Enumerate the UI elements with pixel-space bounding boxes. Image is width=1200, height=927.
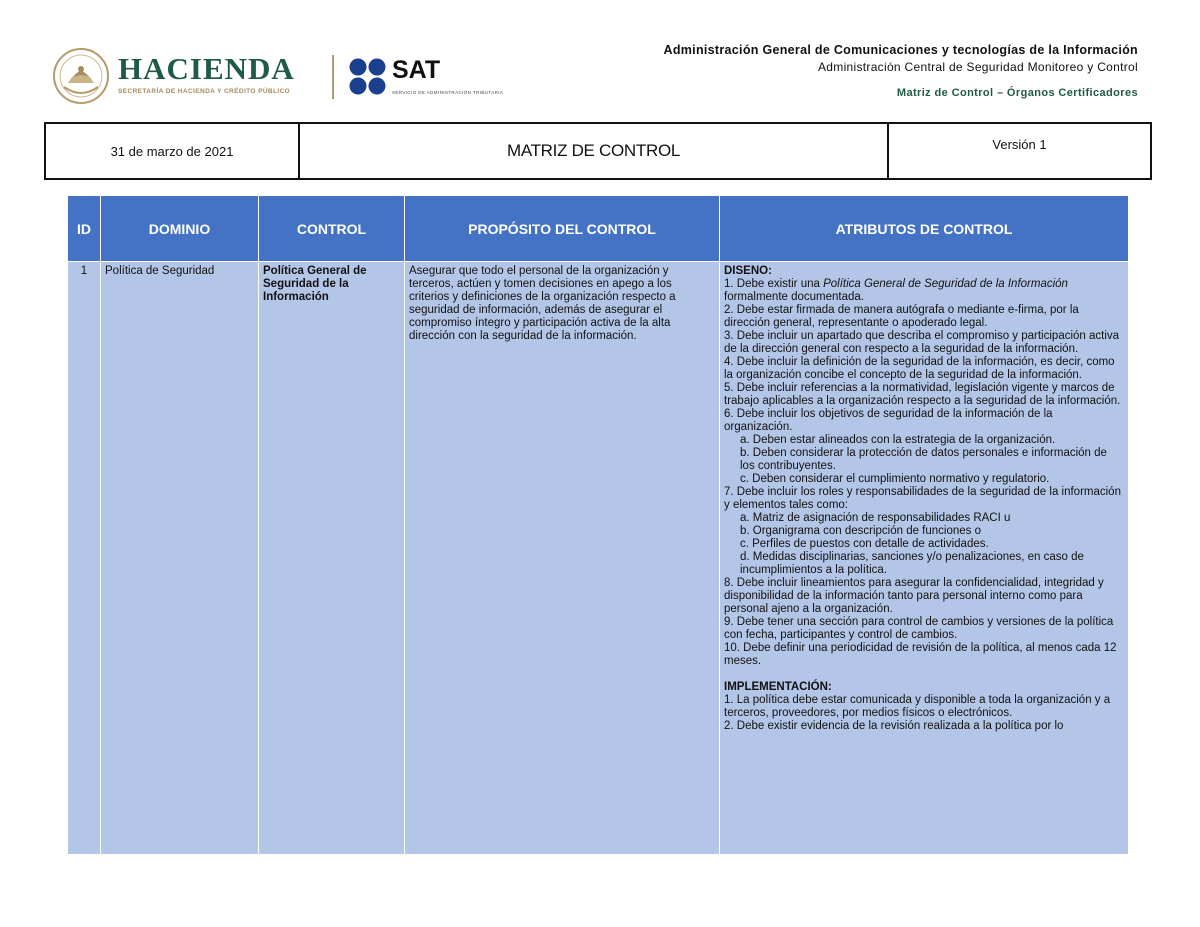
design-item: b. Deben considerar la protección de datos personales e información de los contribuyentes. [740,447,1107,472]
cell-domain: Política de Seguridad [101,262,259,855]
implementation-list [724,694,1124,733]
document-version: Versión 1 [992,137,1047,152]
cell-control: Política General de Seguridad de la Información [259,262,405,855]
design-item: 3. Debe incluir un apartado que describa el compromiso y participación activa de la dirección general con respecto a la seguridad de la información. [724,330,1120,355]
column-header-purpose: PROPÓSITO DEL CONTROL [405,196,720,262]
design-item-emphasis: Política General de Seguridad de la Información [823,278,1068,290]
design-item: 2. Debe estar firmada de manera autógrafa o mediante e-firma, por la dirección general, representante o apoderado legal. [724,304,1079,329]
table-header-row [68,196,1129,262]
design-item: 10. Debe definir una periodicidad de revisión de la política, al menos cada 12 meses. [724,642,1117,667]
design-item: a. Matriz de asignación de responsabilidades RACI u [740,512,1011,524]
design-item: 9. Debe tener una sección para control de cambios y versiones de la política con fecha, participantes y control de cambios. [724,616,1114,641]
sat-logo-icon [348,57,388,97]
implementation-item: 2. Debe existir evidencia de la revisión realizada a la política por lo [724,720,1064,732]
document-date: 31 de marzo de 2021 [46,124,300,178]
design-item: 1. Debe existir una Política General de Seguridad de la Información formalmente documentada. [724,278,1068,303]
column-header-attributes: ATRIBUTOS DE CONTROL [720,196,1129,262]
design-list [724,278,1124,668]
design-item: 4. Debe incluir la definición de la seguridad de la información, es decir, como la organización concibe el concepto de la seguridad de la información. [724,356,1115,381]
design-item: c. Perfiles de puestos con detalle de actividades. [740,538,989,550]
hacienda-logo-text: HACIENDA [118,51,295,86]
logo-divider [332,55,334,99]
design-item: 6. Debe incluir los objetivos de seguridad de la información de la organización. [724,408,1053,433]
header-agency: Administración General de Comunicaciones y tecnologías de la Información [663,43,1138,57]
document-title: MATRIZ DE CONTROL [300,124,889,178]
sat-logo-text: SAT [392,56,441,84]
design-item: a. Deben estar alineados con la estrategia de la organización. [740,434,1056,446]
control-matrix-table [67,195,1129,855]
column-header-id: ID [68,196,101,262]
header-department: Administración Central de Seguridad Monitoreo y Control [818,60,1138,74]
design-item: b. Organigrama con descripción de funciones o [740,525,982,537]
column-header-control: CONTROL [259,196,405,262]
document-header [664,43,1139,99]
implementation-item: 1. La política debe estar comunicada y disponible a toda la organización y a terceros, proveedores, por medios físicos o electrónicos. [724,694,1111,719]
hacienda-logo-subtitle: SECRETARÍA DE HACIENDA Y CRÉDITO PÚBLICO [118,88,291,95]
sat-logo-subtitle: SERVICIO DE ADMINISTRACIÓN TRIBUTARIA [392,90,504,95]
design-item: c. Deben considerar el cumplimiento normativo y regulatorio. [740,473,1050,485]
cell-id: 1 [68,262,101,855]
design-heading: DISEÑO: [724,265,772,277]
table-row [68,262,1129,855]
design-item: d. Medidas disciplinarias, sanciones y/o penalizaciones, en caso de incumplimientos a la política. [740,551,1084,576]
cell-purpose: Asegurar que todo el personal de la organización y terceros, actúen y tomen decisiones en apego a los criterios y definiciones de la organización respecto a seguridad de información, además de asegurar el compromiso íntegro y participación activa de la alta dirección con la seguridad de la información. [405,262,720,855]
section-gap [724,668,1124,681]
design-item: 7. Debe incluir los roles y responsabilidades de la seguridad de la información y elementos tales como: [724,486,1121,511]
implementation-heading: IMPLEMENTACIÓN: [724,681,832,693]
mexico-seal-icon [50,47,112,105]
cell-attributes [720,262,1129,855]
column-header-domain: DOMINIO [101,196,259,262]
logo-area [50,45,530,107]
design-item: 8. Debe incluir lineamientos para asegurar la confidencialidad, integridad y disponibilidad de la información tanto para personal interno como para personal ajeno a la organización. [724,577,1104,615]
attributes-content [724,265,1124,854]
title-box [44,122,1152,180]
header-document-name: Matriz de Control – Órganos Certificadores [896,87,1138,99]
design-item: 5. Debe incluir referencias a la normatividad, legislación vigente y marcos de trabajo aplicables a la organización respecto a la seguridad de la información. [724,382,1121,407]
